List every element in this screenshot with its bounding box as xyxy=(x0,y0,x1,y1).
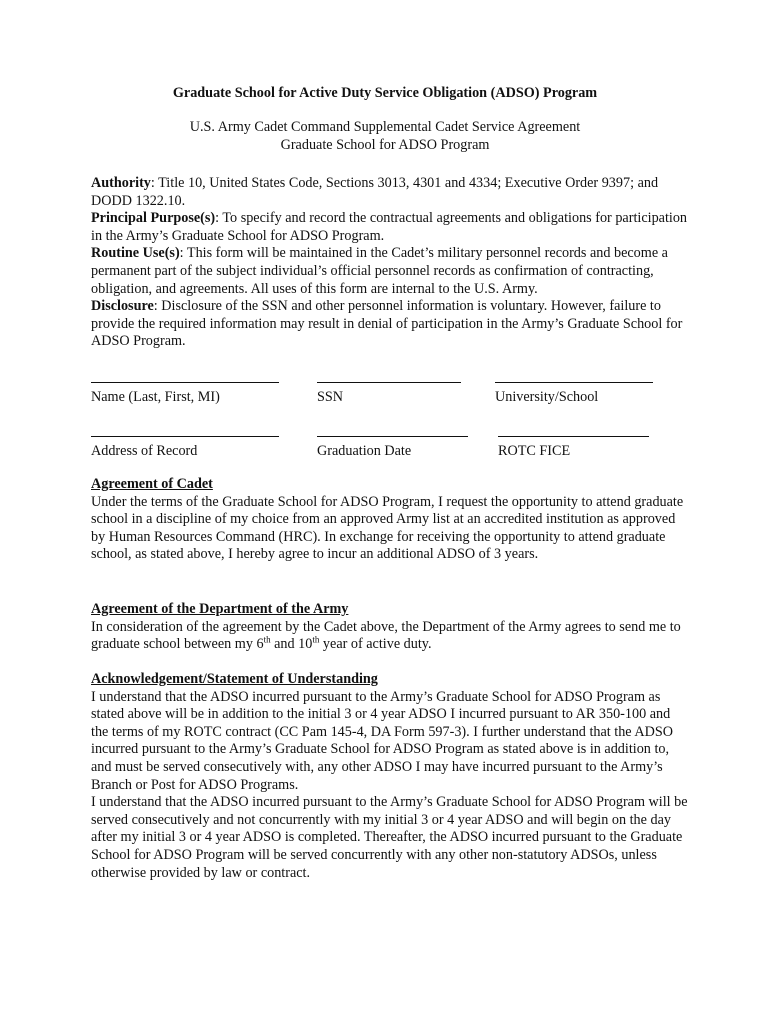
agreement-of-army-section xyxy=(91,601,691,654)
graduation-date-field[interactable] xyxy=(317,436,468,460)
privacy-act-statement xyxy=(91,175,691,351)
agreement-of-cadet-text: Under the terms of the Graduate School for ADSO Program, I request the opportunity to attend graduate school in a discipline of my choice from an approved Army list at an accredited institution as approved by Human Resources Command (HRC). In exchange for receiving the opportunity to attend graduate school, as stated above, I hereby agree to incur an additional ADSO of 3 years. xyxy=(91,493,684,563)
army-text-part-b: and 10 xyxy=(270,636,313,653)
army-text-part-c: year of active duty. xyxy=(319,636,432,653)
purpose-text: : To specify and record the contractual agreements and obligations for participation in the Army’s Graduate School for ADSO Program. xyxy=(91,210,688,244)
army-superscript-1: th xyxy=(263,634,271,645)
address-field[interactable] xyxy=(91,436,279,460)
document-subtitle xyxy=(0,118,770,154)
rotc-fice-field-label: ROTC FICE xyxy=(498,443,571,459)
army-superscript-2: th xyxy=(312,634,320,645)
acknowledgement-heading: Acknowledgement/Statement of Understanding xyxy=(91,671,378,687)
acknowledgement-section xyxy=(91,671,691,882)
graduation-date-line[interactable] xyxy=(317,436,468,437)
ssn-line[interactable] xyxy=(317,382,461,383)
document-title: Graduate School for Active Duty Service Obligation (ADSO) Program xyxy=(172,85,598,101)
name-field[interactable] xyxy=(91,382,279,406)
agreement-of-army-heading: Agreement of the Department of the Army xyxy=(91,601,349,617)
agreement-of-cadet-section xyxy=(91,476,691,564)
ssn-field-label: SSN xyxy=(317,389,344,405)
acknowledgement-paragraph-1: I understand that the ADSO incurred pursuant to the Army’s Graduate School for ADSO Program as stated above will be in addition to the initial 3 or 4 year ADSO I incurred pursuant to AR 350-100 and the terms of my ROTC contract (CC Pam 145-4, DA Form 597-3). I further understand that the ADSO incurred pursuant to the Army’s Graduate School for ADSO Program as stated above is in addition to, and must be served consecutively with, any other ADSO I may have incurred pursuant to the Army’s Branch or Post for ADSO Programs. xyxy=(91,688,673,793)
authority-paragraph xyxy=(91,175,691,210)
agreement-of-cadet-heading: Agreement of Cadet xyxy=(91,476,213,492)
ssn-field[interactable] xyxy=(317,382,461,406)
authority-text: : Title 10, United States Code, Sections 3013, 4301 and 4334; Executive Order 9397; and DODD 1322.10. xyxy=(91,175,659,209)
university-line[interactable] xyxy=(495,382,653,383)
army-text-part-a: In consideration of the agreement by the Cadet above, the Department of the Army agrees to send me to graduate school between my 6 xyxy=(91,618,681,653)
purpose-paragraph xyxy=(91,210,691,245)
rotc-fice-line[interactable] xyxy=(498,436,649,437)
disclosure-text: : Disclosure of the SSN and other personnel information is voluntary. However, failure to provide the required information may result in denial of participation in the Army’s Graduate School for ADSO Program. xyxy=(91,298,683,350)
rotc-fice-field[interactable] xyxy=(498,436,649,460)
acknowledgement-paragraph-2: I understand that the ADSO incurred pursuant to the Army’s Graduate School for ADSO Program will be served consecutively and not concurrently with my initial 3 or 4 year ADSO and will begin on the day after my initial 3 or 4 year ADSO is completed. Thereafter, the ADSO incurred pursuant to the Graduate School for ADSO Program will be served concurrently with any other non-statutory ADSOs, unless otherwise provided by law or contract. xyxy=(91,794,688,881)
address-field-label: Address of Record xyxy=(91,443,198,459)
authority-label: Authority xyxy=(91,175,151,191)
subtitle-line-2: Graduate School for ADSO Program xyxy=(280,137,490,153)
purpose-label: Principal Purpose(s) xyxy=(91,210,216,227)
graduation-date-field-label: Graduation Date xyxy=(317,443,412,459)
subtitle-line-1: U.S. Army Cadet Command Supplemental Cadet Service Agreement xyxy=(189,119,581,135)
university-field[interactable] xyxy=(495,382,653,406)
name-signature-line[interactable] xyxy=(91,382,279,383)
agreement-of-army-text xyxy=(91,619,691,654)
name-field-label: Name (Last, First, MI) xyxy=(91,389,220,405)
routine-use-text: : This form will be maintained in the Cadet’s military personnel records and become a permanent part of the subject individual’s official personnel records as confirmation of contracting, obligation, and agreements. All uses of this form are internal to the U.S. Army. xyxy=(91,245,668,297)
address-line[interactable] xyxy=(91,436,279,437)
routine-use-label: Routine Use(s) xyxy=(91,245,180,262)
disclosure-label: Disclosure xyxy=(91,298,154,315)
university-field-label: University/School xyxy=(495,389,599,405)
disclosure-paragraph xyxy=(91,298,691,351)
routine-use-paragraph xyxy=(91,245,691,298)
